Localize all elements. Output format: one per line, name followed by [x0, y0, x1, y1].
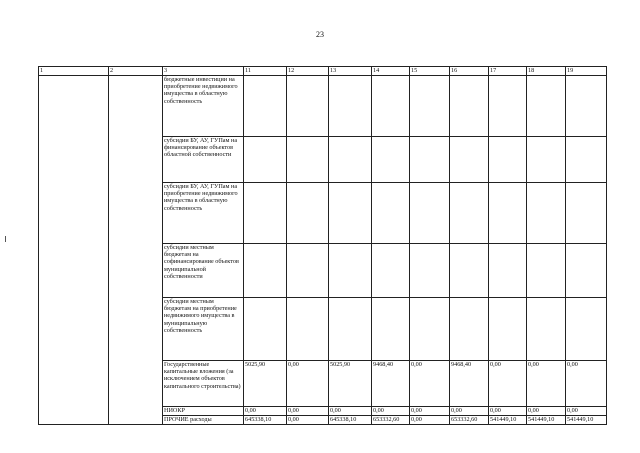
merged-cell-col1 — [39, 76, 109, 425]
value-cell — [566, 76, 607, 137]
header-cell: 15 — [410, 67, 450, 76]
value-cell — [527, 183, 566, 244]
value-cell — [372, 298, 410, 361]
value-cell — [450, 244, 489, 298]
value-cell: 0,00 — [410, 361, 450, 407]
table-row — [39, 76, 607, 137]
value-cell — [489, 298, 527, 361]
header-cell: 16 — [450, 67, 489, 76]
value-cell: 0,00 — [527, 407, 566, 416]
row-label: НИОКР — [163, 407, 244, 416]
value-cell — [244, 76, 287, 137]
value-cell — [489, 244, 527, 298]
margin-mark — [5, 236, 6, 242]
value-cell — [372, 137, 410, 183]
value-cell — [450, 183, 489, 244]
value-cell — [372, 244, 410, 298]
value-cell — [410, 137, 450, 183]
value-cell — [410, 244, 450, 298]
value-cell: 0,00 — [287, 407, 329, 416]
value-cell — [489, 137, 527, 183]
header-cell: 12 — [287, 67, 329, 76]
value-cell — [329, 298, 372, 361]
value-cell: 541449,10 — [566, 416, 607, 425]
value-cell: 0,00 — [410, 407, 450, 416]
value-cell: 0,00 — [489, 407, 527, 416]
value-cell: 0,00 — [566, 361, 607, 407]
row-label: ПРОЧИЕ расходы — [163, 416, 244, 425]
value-cell: 645338,10 — [244, 416, 287, 425]
value-cell — [329, 183, 372, 244]
value-cell — [287, 298, 329, 361]
header-cell: 1 — [39, 67, 109, 76]
merged-cell-col2 — [109, 76, 163, 425]
value-cell — [372, 183, 410, 244]
row-label: Государственные капитальные вложения (за исключением объектов капитального строительства) — [163, 361, 244, 407]
row-label: субсидии БУ, АУ, ГУПам на финансирование объектов областной собственности — [163, 137, 244, 183]
header-cell: 11 — [244, 67, 287, 76]
header-cell: 17 — [489, 67, 527, 76]
value-cell: 9468,40 — [450, 361, 489, 407]
header-cell: 18 — [527, 67, 566, 76]
value-cell — [372, 76, 410, 137]
row-label: субсидии местным бюджетам на приобретение недвижимого имущества в муниципальную собственность — [163, 298, 244, 361]
value-cell: 5025,90 — [329, 361, 372, 407]
value-cell — [489, 76, 527, 137]
header-cell: 14 — [372, 67, 410, 76]
header-cell: 3 — [163, 67, 244, 76]
value-cell: 0,00 — [372, 407, 410, 416]
value-cell: 0,00 — [244, 407, 287, 416]
value-cell — [410, 76, 450, 137]
row-label: бюджетные инвестиции на приобретение недвижимого имущества в областную собственность — [163, 76, 244, 137]
value-cell — [566, 298, 607, 361]
value-cell: 9468,40 — [372, 361, 410, 407]
value-cell: 653332,60 — [372, 416, 410, 425]
value-cell — [329, 137, 372, 183]
value-cell: 0,00 — [329, 407, 372, 416]
header-cell: 13 — [329, 67, 372, 76]
value-cell — [287, 137, 329, 183]
value-cell: 653332,60 — [450, 416, 489, 425]
value-cell — [287, 183, 329, 244]
header-cell: 19 — [566, 67, 607, 76]
value-cell — [566, 244, 607, 298]
value-cell — [450, 298, 489, 361]
value-cell — [489, 183, 527, 244]
value-cell — [566, 137, 607, 183]
header-cell: 2 — [109, 67, 163, 76]
value-cell — [527, 137, 566, 183]
value-cell — [287, 244, 329, 298]
value-cell — [244, 137, 287, 183]
value-cell: 541449,10 — [527, 416, 566, 425]
value-cell — [244, 298, 287, 361]
value-cell: 0,00 — [566, 407, 607, 416]
header-row — [39, 67, 607, 76]
value-cell: 541449,10 — [489, 416, 527, 425]
value-cell — [244, 183, 287, 244]
page-number: 23 — [316, 30, 324, 39]
value-cell: 0,00 — [450, 407, 489, 416]
value-cell — [527, 298, 566, 361]
value-cell — [410, 298, 450, 361]
value-cell — [566, 183, 607, 244]
value-cell: 0,00 — [287, 361, 329, 407]
value-cell: 0,00 — [527, 361, 566, 407]
value-cell: 0,00 — [287, 416, 329, 425]
budget-table — [38, 66, 607, 425]
value-cell — [450, 76, 489, 137]
value-cell — [287, 76, 329, 137]
value-cell — [329, 244, 372, 298]
value-cell — [450, 137, 489, 183]
value-cell — [329, 76, 372, 137]
value-cell: 645338,10 — [329, 416, 372, 425]
value-cell — [527, 244, 566, 298]
row-label: субсидии местным бюджетам на софинансирование объектов муниципальной собственности — [163, 244, 244, 298]
value-cell: 0,00 — [489, 361, 527, 407]
value-cell — [527, 76, 566, 137]
value-cell: 0,00 — [410, 416, 450, 425]
row-label: субсидии БУ, АУ, ГУПам на приобретение недвижимого имущества в областную собственность — [163, 183, 244, 244]
value-cell: 5025,90 — [244, 361, 287, 407]
value-cell — [244, 244, 287, 298]
value-cell — [410, 183, 450, 244]
